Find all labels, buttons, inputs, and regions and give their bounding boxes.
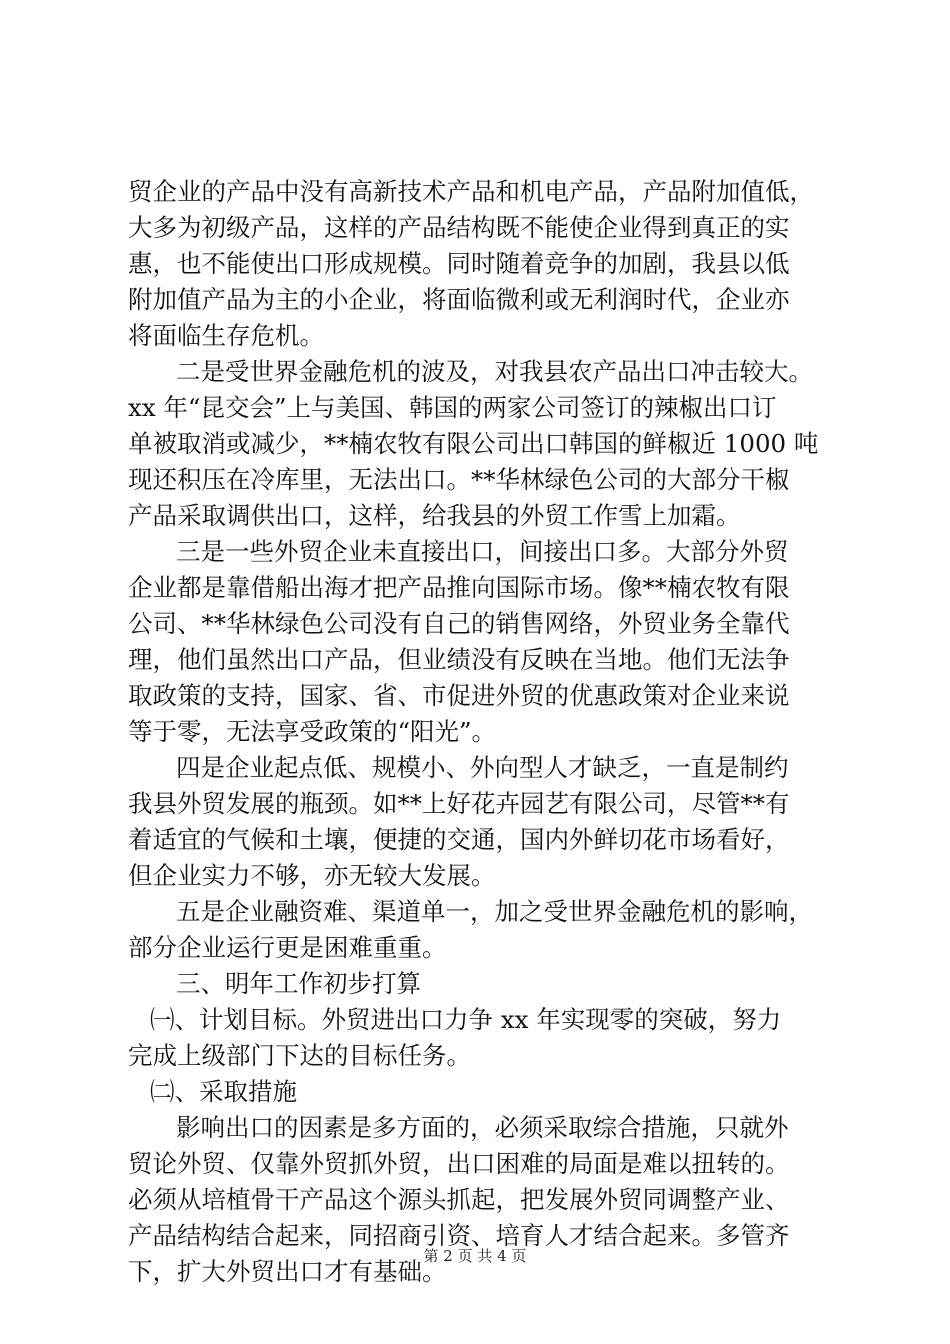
body-text-line: 等于零，无法享受政策的“阳光”。 <box>128 717 497 746</box>
body-text-line: 贸论外贸、仅靠外贸抓外贸，出口困难的局面是难以扭转的。 <box>128 1149 790 1178</box>
body-text-line: 大多为初级产品，这样的产品结构既不能使企业得到真正的实 <box>128 213 790 242</box>
body-text-line: 产品结构结合起来，同招商引资、培育人才结合起来。多管齐 <box>128 1221 790 1250</box>
body-text-line: 必须从培植骨干产品这个源头抓起，把发展外贸同调整产业、 <box>128 1185 790 1214</box>
body-text-line: xx 年“昆交会”上与美国、韩国的两家公司签订的辣椒出口订 <box>128 393 777 422</box>
body-text-line: 贸企业的产品中没有高新技术产品和机电产品，产品附加值低， <box>128 177 814 206</box>
paragraph-start-line: 三是一些外贸企业未直接出口，间接出口多。大部分外贸 <box>176 537 789 566</box>
body-text-line: 单被取消或减少，**楠农牧有限公司出口韩国的鲜椒近 1000 吨 <box>128 429 819 458</box>
paragraph-start-line: 影响出口的因素是多方面的，必须采取综合措施，只就外 <box>176 1113 789 1142</box>
body-text-line: 公司、**华林绿色公司没有自己的销售网络，外贸业务全靠代 <box>128 609 790 638</box>
paragraph-start-line: 五是企业融资难、渠道单一，加之受世界金融危机的影响， <box>176 897 813 926</box>
paragraph-start-line: 四是企业起点低、规模小、外向型人才缺乏，一直是制约 <box>176 753 789 782</box>
body-text-line: 产品采取调供出口，这样，给我县的外贸工作雪上加霜。 <box>128 501 741 530</box>
body-text-line: 将面临生存危机。 <box>128 321 324 350</box>
paragraph-start-line: 二是受世界金融危机的波及，对我县农产品出口冲击较大。 <box>176 357 813 386</box>
page-number-footer: 第 2 页 共 4 页 <box>423 1247 527 1265</box>
body-text-line: 着适宜的气候和土壤，便捷的交通，国内外鲜切花市场看好， <box>128 825 790 854</box>
body-text-line: 企业都是靠借船出海才把产品推向国际市场。像**楠农牧有限 <box>128 573 790 602</box>
section-heading: 三、明年工作初步打算 <box>176 969 421 998</box>
subsection-heading: ㈡、采取措施 <box>150 1077 297 1106</box>
body-text-line: 取政策的支持，国家、省、市促进外贸的优惠政策对企业来说 <box>128 681 790 710</box>
body-text-line: 下，扩大外贸出口才有基础。 <box>128 1257 447 1286</box>
body-text-line: 我县外贸发展的瓶颈。如**上好花卉园艺有限公司，尽管**有 <box>128 789 790 818</box>
body-text-line: 附加值产品为主的小企业，将面临微利或无利润时代，企业亦 <box>128 285 790 314</box>
subsection-heading: ㈠、计划目标。外贸进出口力争 xx 年实现零的突破，努力 <box>150 1005 782 1034</box>
body-text-line: 现还积压在冷库里，无法出口。**华林绿色公司的大部分干椒 <box>128 465 790 494</box>
body-text-line: 理，他们虽然出口产品，但业绩没有反映在当地。他们无法争 <box>128 645 790 674</box>
body-text-line: 惠，也不能使出口形成规模。同时随着竞争的加剧，我县以低 <box>128 249 790 278</box>
body-text-line: 完成上级部门下达的目标任务。 <box>128 1041 471 1070</box>
body-text-line: 部分企业运行更是困难重重。 <box>128 933 447 962</box>
body-text-line: 但企业实力不够，亦无较大发展。 <box>128 861 496 890</box>
